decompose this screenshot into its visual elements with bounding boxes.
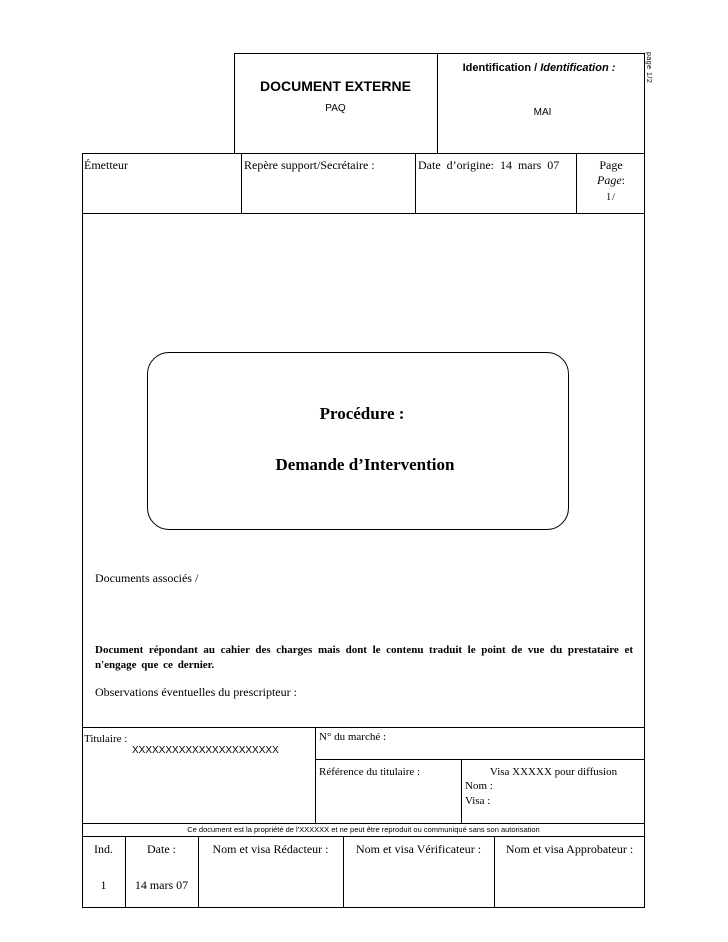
contract-note: Document répondant au cahier des charges mais dont le contenu traduit le point de vue du prestataire et n'engage que ce dernier. xyxy=(95,644,633,671)
nom-label: Nom : xyxy=(465,780,493,792)
procedure-name: Demande d’Intervention xyxy=(275,455,455,474)
identification-label-text: Identification / xyxy=(462,62,541,74)
info-divider-1 xyxy=(241,153,242,213)
sig-header-date: Date : xyxy=(147,842,176,856)
page-label: Page xyxy=(599,158,623,172)
procedure-box xyxy=(147,352,569,530)
header-divider xyxy=(437,53,438,154)
sig-header-redacteur: Nom et visa Rédacteur : xyxy=(212,842,329,856)
marche-bottom xyxy=(315,759,645,760)
identification-label xyxy=(440,62,638,74)
marche-label: N° du marché : xyxy=(319,731,387,743)
documents-associes: Documents associés / xyxy=(95,571,199,585)
observations-label: Observations éventuelles du prescripteur : xyxy=(95,685,297,699)
page-marker: page 1/2 xyxy=(645,52,652,84)
emetteur-label: Émetteur xyxy=(84,158,128,172)
identification-label-italic: Identification : xyxy=(540,62,616,74)
sig-header-ind: Ind. xyxy=(94,842,113,856)
reference-titulaire-label: Référence du titulaire : xyxy=(319,766,421,778)
info-row-bottom xyxy=(82,213,645,214)
date-origine: Date d’origine: 14 mars 07 xyxy=(418,158,560,172)
procedure-title: Procédure : xyxy=(319,404,405,423)
titulaire-divider xyxy=(315,727,316,823)
repere-label: Repère support/Secrétaire : xyxy=(244,158,375,172)
page-label-italic xyxy=(577,173,645,188)
property-notice: Ce document est la propriété de l'XXXXXX et ne peut être reproduit ou communiqué sans son autorisation xyxy=(187,825,540,834)
identification-value: MAI xyxy=(533,107,552,118)
page-label-italic-text: Page xyxy=(597,173,622,187)
visa-diffusion-label: Visa XXXXX pour diffusion xyxy=(489,766,618,778)
page-value: 1/ xyxy=(606,192,616,203)
info-divider-2 xyxy=(415,153,416,213)
sig-header-approbateur: Nom et visa Approbateur : xyxy=(505,842,634,856)
sig-header-verificateur: Nom et visa Vérificateur : xyxy=(355,842,482,856)
sig-row-ind: 1 xyxy=(100,878,107,892)
sig-row-date: 14 mars 07 xyxy=(134,878,189,892)
titulaire-top xyxy=(82,727,645,728)
document-subtitle: PAQ xyxy=(325,103,346,114)
titulaire-label: Titulaire : xyxy=(84,733,128,745)
page-colon: : xyxy=(621,173,625,187)
notice-bottom xyxy=(82,836,645,837)
notice-top xyxy=(82,823,645,824)
titulaire-value: XXXXXXXXXXXXXXXXXXXXXX xyxy=(132,745,279,756)
document-title: DOCUMENT EXTERNE xyxy=(260,78,411,94)
visa-label: Visa : xyxy=(465,795,491,807)
main-frame xyxy=(82,153,645,908)
